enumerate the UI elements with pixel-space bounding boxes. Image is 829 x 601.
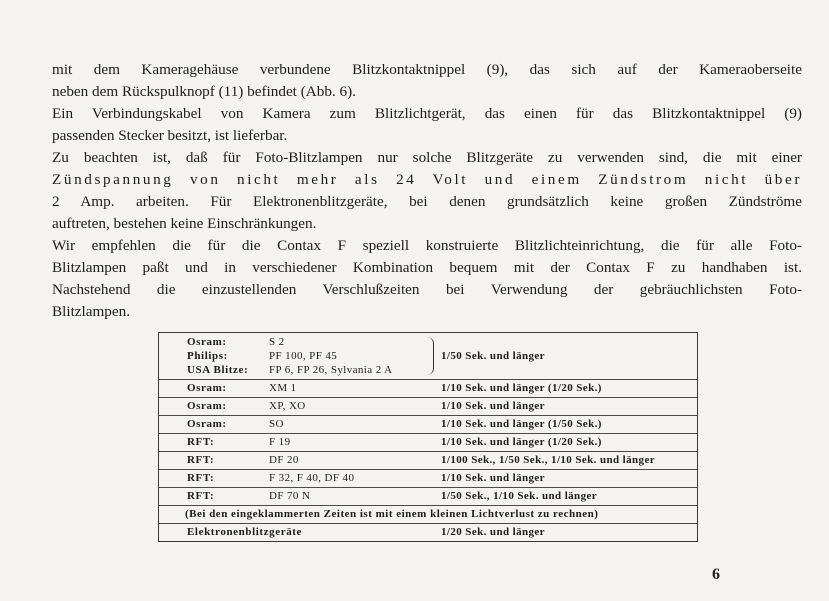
brand-cell: Osram: — [187, 336, 227, 348]
brand-cell: RFT: — [187, 472, 215, 484]
table-row — [159, 398, 697, 416]
time-cell: 1/50 Sek., 1/10 Sek. und länger — [441, 490, 598, 502]
time-cell: 1/100 Sek., 1/50 Sek., 1/10 Sek. und länger — [441, 454, 656, 466]
text-line: mit dem Kameragehäuse verbundene Blitzkontaktnippel (9), das sich auf der Kameraoberseite — [52, 61, 802, 78]
table-row — [159, 434, 697, 452]
table-row — [159, 524, 697, 541]
body-text — [52, 59, 802, 323]
model-cell: DF 20 — [269, 454, 299, 466]
model-cell: PF 100, PF 45 — [269, 350, 338, 362]
brand-cell: Osram: — [187, 382, 227, 394]
text-line: neben dem Rückspulknopf (11) befindet (Abb. 6). — [52, 83, 356, 100]
text-line: passenden Stecker besitzt, ist lieferbar. — [52, 127, 288, 144]
table-note-row — [159, 506, 697, 524]
text-line: Nachstehend die einzustellenden Verschlußzeiten bei Verwendung der gebräuchlichsten Foto- — [52, 281, 802, 298]
model-cell: S 2 — [269, 336, 285, 348]
brand-cell: RFT: — [187, 436, 215, 448]
model-cell: SO — [269, 418, 284, 430]
flash-timing-table — [158, 332, 698, 542]
page-number: 6 — [712, 566, 720, 583]
table-row — [159, 380, 697, 398]
table-row-group — [159, 333, 697, 380]
time-cell: 1/10 Sek. und länger (1/20 Sek.) — [441, 382, 602, 394]
model-cell: XP, XO — [269, 400, 306, 412]
brand-cell: Osram: — [187, 400, 227, 412]
brand-cell: Elektronenblitzgeräte — [187, 526, 303, 538]
brand-cell: RFT: — [187, 490, 215, 502]
time-cell: 1/10 Sek. und länger — [441, 472, 545, 484]
model-cell: DF 70 N — [269, 490, 311, 502]
brace-bracket — [427, 337, 434, 375]
text-line: Wir empfehlen die für die Contax F speziell konstruierte Blitzlichteinrichtung, die für alle Foto- — [52, 237, 802, 254]
time-cell: 1/20 Sek. und länger — [441, 526, 545, 538]
model-cell: FP 6, FP 26, Sylvania 2 A — [269, 364, 393, 376]
table-row — [159, 488, 697, 506]
brand-cell: RFT: — [187, 454, 215, 466]
text-line: Zündspannung von nicht mehr als 24 Volt und einem Zündstrom nicht über — [52, 171, 802, 188]
time-cell: 1/10 Sek. und länger — [441, 400, 545, 412]
text-line: Blitzlampen. — [52, 303, 131, 320]
text-line: Blitzlampen paßt und in verschiedener Kombination bequem mit der Contax F zu handhaben ist. — [52, 259, 802, 276]
table-note: (Bei den eingeklammerten Zeiten ist mit einem kleinen Lichtverlust zu rechnen) — [185, 508, 599, 520]
text-line: Zu beachten ist, daß für Foto-Blitzlampen nur solche Blitzgeräte zu verwenden sind, die mit einer — [52, 149, 802, 166]
table-row — [159, 470, 697, 488]
text-line: auftreten, bestehen keine Einschränkungen. — [52, 215, 317, 232]
text-line: Ein Verbindungskabel von Kamera zum Blitzlichtgerät, das einen für das Blitzkontaktnippel (9) — [52, 105, 802, 122]
time-cell: 1/50 Sek. und länger — [441, 350, 545, 362]
brand-cell: Osram: — [187, 418, 227, 430]
model-cell: F 32, F 40, DF 40 — [269, 472, 355, 484]
time-cell: 1/10 Sek. und länger (1/50 Sek.) — [441, 418, 602, 430]
table-row — [159, 416, 697, 434]
brand-cell: Philips: — [187, 350, 228, 362]
brand-cell: USA Blitze: — [187, 364, 249, 376]
time-cell: 1/10 Sek. und länger (1/20 Sek.) — [441, 436, 602, 448]
model-cell: F 19 — [269, 436, 291, 448]
text-line: 2 Amp. arbeiten. Für Elektronenblitzgeräte, bei denen grundsätzlich keine großen Zündströme — [52, 193, 802, 210]
table-row — [159, 452, 697, 470]
model-cell: XM 1 — [269, 382, 297, 394]
